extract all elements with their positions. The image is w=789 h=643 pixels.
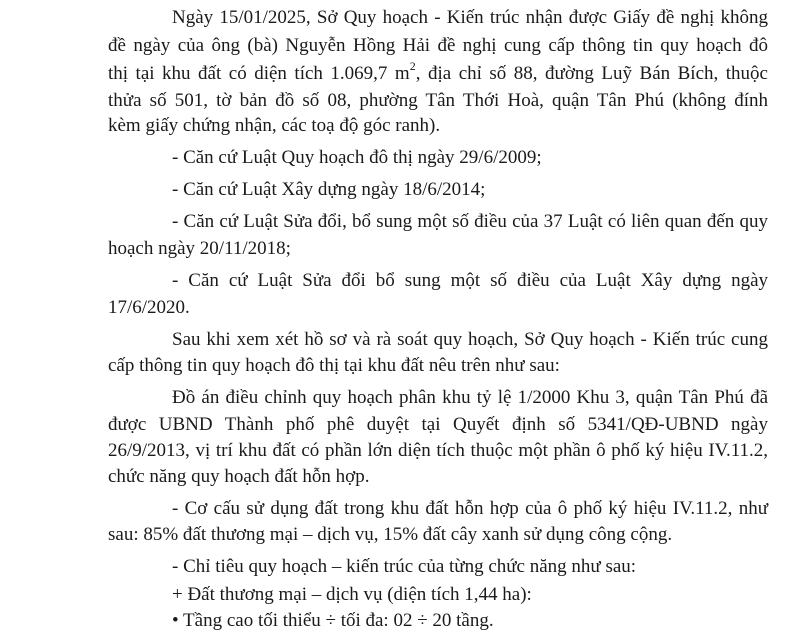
- superscript-2: 2: [409, 58, 416, 73]
- paragraph-5: - Chỉ tiêu quy hoạch – kiến trúc của từng chức năng như sau:: [172, 556, 637, 577]
- paragraph-1-line-3-a: thị tại khu đất có diện tích 1.069,7 m: [108, 63, 410, 84]
- paragraph-4-line-1: - Cơ cấu sử dụng đất trong khu đất hỗn hợp của ô phố ký hiệu IV.11.2, như: [172, 498, 768, 519]
- paragraph-1-line-1: Ngày 15/01/2025, Sở Quy hoạch - Kiến trúc nhận được Giấy đề nghị không: [172, 7, 768, 28]
- paragraph-1-line-3: [108, 58, 768, 86]
- paragraph-1-line-4: thửa số 501, tờ bản đồ số 08, phường Tân Thới Hoà, quận Tân Phú (không đính: [108, 90, 768, 111]
- legal-basis-4-line-2: 17/6/2020.: [108, 297, 190, 318]
- paragraph-2-line-1: Sau khi xem xét hồ sơ và rà soát quy hoạch, Sở Quy hoạch - Kiến trúc cung: [172, 329, 768, 350]
- paragraph-3-line-3: 26/9/2013, vị trí khu đất có phần lớn diện tích thuộc một phần ô phố ký hiệu IV.11.2,: [108, 440, 768, 461]
- paragraph-1-line-3-b: , địa chỉ số 88, đường Luỹ Bán Bích, thuộc: [415, 63, 768, 84]
- paragraph-1-line-2: đề ngày của ông (bà) Nguyễn Hồng Hải đề nghị cung cấp thông tin quy hoạch đô: [108, 35, 768, 56]
- bullet-1: • Tầng cao tối thiểu ÷ tối đa: 02 ÷ 20 tầng.: [172, 610, 494, 631]
- legal-basis-4-line-1: - Căn cứ Luật Sửa đổi bổ sung một số điều của Luật Xây dựng ngày: [172, 270, 768, 291]
- paragraph-2-line-2: cấp thông tin quy hoạch đô thị tại khu đất nêu trên như sau:: [108, 355, 560, 376]
- paragraph-4-line-2: sau: 85% đất thương mại – dịch vụ, 15% đất cây xanh sử dụng công cộng.: [108, 524, 673, 545]
- legal-basis-3-line-2: hoạch ngày 20/11/2018;: [108, 238, 291, 259]
- paragraph-1-line-5: kèm giấy chứng nhận, các toạ độ góc ranh).: [108, 115, 441, 136]
- paragraph-3-line-1: Đồ án điều chỉnh quy hoạch phân khu tỷ lệ 1/2000 Khu 3, quận Tân Phú đã: [172, 387, 768, 408]
- paragraph-3-line-2: được UBND Thành phố phê duyệt tại Quyết định số 5341/QĐ-UBND ngày: [108, 414, 768, 435]
- paragraph-3-line-4: chức năng quy hoạch đất hỗn hợp.: [108, 466, 370, 487]
- legal-basis-1: - Căn cứ Luật Quy hoạch đô thị ngày 29/6/2009;: [172, 147, 542, 168]
- paragraph-6: + Đất thương mại – dịch vụ (diện tích 1,44 ha):: [172, 584, 532, 605]
- legal-basis-3-line-1: - Căn cứ Luật Sửa đổi, bổ sung một số điều của 37 Luật có liên quan đến quy: [172, 211, 768, 232]
- legal-basis-2: - Căn cứ Luật Xây dựng ngày 18/6/2014;: [172, 179, 486, 200]
